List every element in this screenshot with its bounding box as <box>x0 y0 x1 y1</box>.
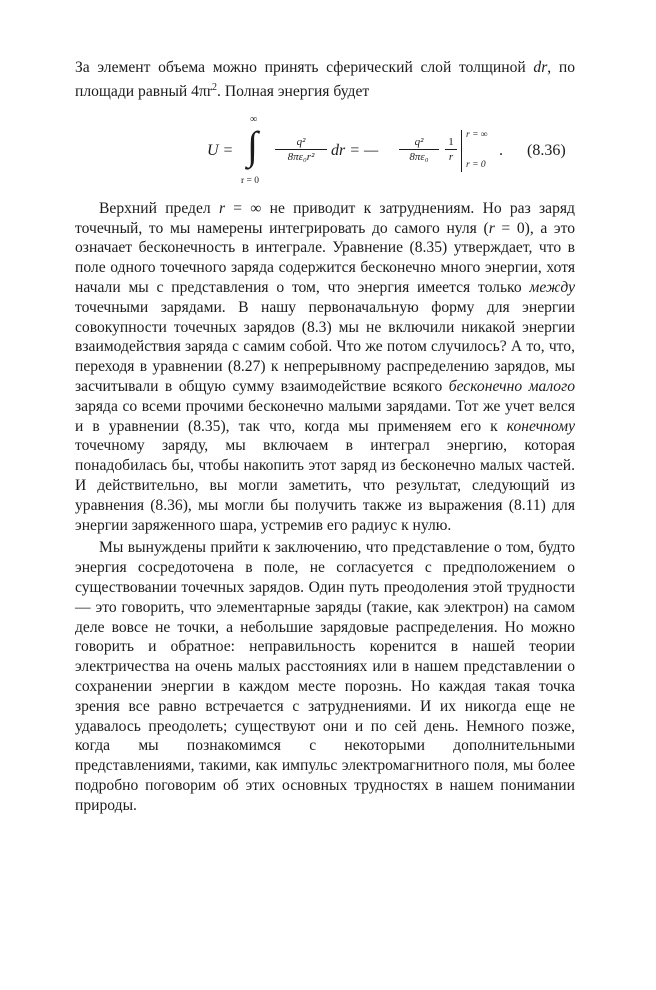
p1-emph-finite: конечному <box>506 417 575 435</box>
eq-eval-lower: r = 0 <box>466 159 486 170</box>
eq-eval-bar <box>461 130 462 172</box>
p1-text-3: = 0), а это означает бесконечность в интеграле. Уравнение (8.35) утверждает, что в поле одного точечного заряда содержится бесконечно много энергии, хотя начали мы с представления о том, что энергия имеется только <box>75 219 575 296</box>
p1-text-1: Верхний предел <box>99 199 219 217</box>
paragraph-2: Мы вынуждены прийти к заключению, что представление о том, будто энергия сосредоточена в поле, не согласуется с предположением о существовании точечных зарядов. Один путь преодоления этой трудности — это говорить, что элементарные заряды (такие, как электрон) на самом деле вовсе не точки, а небольшие зарядовые распределения. Но можно говорить и обратное: неправильность коренится в нашей теории электричества на очень малых расстояниях или в нашем представлении о сохранении энергии в каждом месте порознь. Но каждая такая точка зрения все равно встречается с затруднениями. И их никогда еще не удавалось преодолеть; существуют они и по сей день. Немного позже, когда мы познакомимся с некоторыми дополнительными представлениями, такими, как импульс электромагнитного поля, мы более подробно поговорим об этих основных трудностях в нашем понимании природы. <box>75 539 575 814</box>
eq-den-1: 8πε₀r² <box>275 149 327 164</box>
p1-emph-between: между <box>529 278 575 296</box>
intro-dr: dr <box>533 59 548 76</box>
intro-paragraph <box>75 58 575 102</box>
eq-number: (8.36) <box>527 141 566 159</box>
p1-text-5: заряда со всеми прочими бесконечно малыми зарядами. Тот же учет велся и в уравнении (8.35), так что, когда мы применяем его к <box>75 397 575 435</box>
eq-den-2: 8πε₀ <box>399 149 439 164</box>
eq-integral-sign: ∫ <box>247 122 258 168</box>
eq-num-2: q² <box>414 135 424 148</box>
paragraph-1 <box>75 199 575 536</box>
p1-var-r-2: r <box>488 219 495 237</box>
p1-text-2: = ∞ не приводит к затруднениям. Но раз заряд точечный, то мы намерены интегрировать до самого нуля ( <box>75 199 575 237</box>
intro-text-1: За элемент объема можно принять сферический слой толщиной <box>75 59 534 76</box>
eq-eval-upper: r = ∞ <box>466 129 488 140</box>
eq-den-3: r <box>445 149 457 164</box>
eq-num-3: 1 <box>448 135 454 148</box>
p1-var-r: r <box>218 199 226 217</box>
eq-integral-lower: r = 0 <box>241 175 260 186</box>
eq-dr: dr = — <box>331 141 379 159</box>
eq-fraction-3 <box>445 136 457 164</box>
eq-num-1: q² <box>296 135 306 148</box>
intro-text-2: , по площади равный 4πr <box>75 59 575 100</box>
p1-text-6: точечному заряду, мы включаем в интеграл энергию, которая понадобилась бы, чтобы накопить этот заряд из бесконечно малых частей. И действительно, вы могли заметить, что результат, следующий из уравнения (8.36), мы могли бы получить также из выражения (8.11) для энергии заряженного шара, устремив его радиус к нулю. <box>75 437 575 534</box>
intro-text-3: . Полная энергия будет <box>217 82 370 100</box>
eq-fraction-1 <box>275 136 327 164</box>
eq-period: . <box>499 141 503 159</box>
page-content <box>75 58 575 815</box>
eq-lhs: U = <box>207 141 234 159</box>
eq-fraction-2 <box>399 136 439 164</box>
intro-superscript: 2 <box>212 81 218 93</box>
p1-emph-infsmall: бесконечно малого <box>448 377 575 395</box>
eq-integral-upper: ∞ <box>250 113 258 125</box>
equation-8-36 <box>75 110 575 192</box>
p1-text-4: точечными зарядами. В нашу первоначальную форму для энергии совокупности точечных зарядов (8.3) мы не включили никакой энергии взаимодействия заряда с самим собой. Что же потом случилось? А то, что, переходя в уравнении (8.27) к непрерывному распределению зарядов, мы засчитывали в общую сумму взаимодействие всякого <box>75 298 575 395</box>
